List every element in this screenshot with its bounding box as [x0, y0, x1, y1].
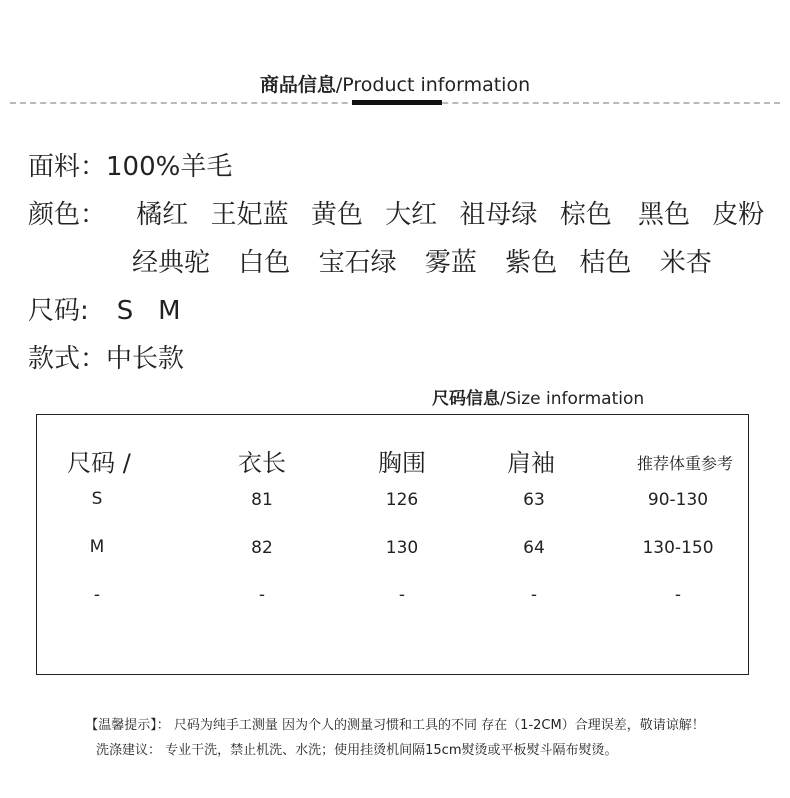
- color-item: 祖母绿: [459, 200, 538, 230]
- table-cell: -: [398, 585, 406, 605]
- size-info-title-cn: 尺码信息: [432, 389, 500, 409]
- product-info-title: [0, 70, 790, 97]
- table-cell: S: [91, 489, 103, 509]
- color-line-2: [128, 242, 726, 279]
- table-cell: 126: [385, 490, 419, 510]
- color-item: 棕色: [559, 200, 612, 230]
- color-item: 黑色: [637, 200, 690, 230]
- table-cell: -: [530, 585, 538, 605]
- color-list-1: [136, 200, 778, 230]
- style-value: 中长款: [106, 344, 185, 374]
- fabric-value: 100%羊毛: [106, 152, 233, 182]
- color-item: 王妃蓝: [210, 200, 289, 230]
- color-item: 大红: [385, 200, 438, 230]
- size-table: [36, 414, 749, 675]
- title-underline-bar: [352, 100, 442, 105]
- table-cell: 90-130: [647, 490, 709, 510]
- table-header-weight: 推荐体重参考: [636, 454, 734, 473]
- measurement-tip: 【温馨提示】： 尺码为纯手工测量 因为个人的测量习惯和工具的不同 存在（1-2CM）合理误差，敬请谅解！: [85, 718, 705, 733]
- color-label: 颜色：: [28, 200, 107, 230]
- size-info-title-en: /Size information: [500, 389, 645, 409]
- table-cell: 81: [251, 490, 273, 510]
- color-item: 皮粉: [712, 200, 765, 230]
- table-header-length: 衣长: [238, 449, 286, 477]
- washing-advice: 洗涤建议： 专业干洗，禁止机洗、水洗；使用挂烫机间隔15cm熨烫或平板熨斗隔布熨烫。: [96, 743, 618, 758]
- table-cell: 82: [251, 538, 273, 558]
- product-info-title-en: /Product information: [335, 74, 531, 96]
- color-list-2: [132, 248, 726, 278]
- style-line: [28, 338, 184, 375]
- product-info-title-cn: 商品信息: [259, 74, 336, 96]
- fabric-label: 面料：: [28, 152, 107, 182]
- size-line: [28, 290, 181, 327]
- color-item: 桔色: [579, 248, 632, 278]
- table-cell: -: [93, 585, 101, 605]
- table-header-shoulder-sleeve: 肩袖: [507, 449, 555, 477]
- color-item: 橘红: [136, 200, 189, 230]
- color-item: 宝石绿: [318, 248, 397, 278]
- color-item: 经典驼: [132, 248, 211, 278]
- color-line-1: [28, 194, 778, 231]
- color-item: 米杏: [659, 248, 712, 278]
- color-item: 雾蓝: [424, 248, 477, 278]
- style-label: 款式：: [28, 344, 107, 374]
- size-label: 尺码:: [28, 296, 89, 326]
- table-cell: 130-150: [642, 538, 714, 558]
- table-cell: M: [89, 537, 105, 557]
- size-info-title: [432, 384, 644, 409]
- table-cell: -: [258, 585, 266, 605]
- table-header-chest: 胸围: [378, 449, 426, 477]
- fabric-line: [28, 146, 232, 183]
- table-cell: -: [674, 585, 682, 605]
- table-cell: 130: [385, 538, 419, 558]
- size-value: S M: [116, 296, 181, 326]
- table-cell: 64: [523, 538, 545, 558]
- table-header-size: 尺码 /: [67, 449, 131, 477]
- color-item: 黄色: [310, 200, 363, 230]
- table-cell: 63: [523, 490, 545, 510]
- color-item: 紫色: [505, 248, 558, 278]
- color-item: 白色: [238, 248, 291, 278]
